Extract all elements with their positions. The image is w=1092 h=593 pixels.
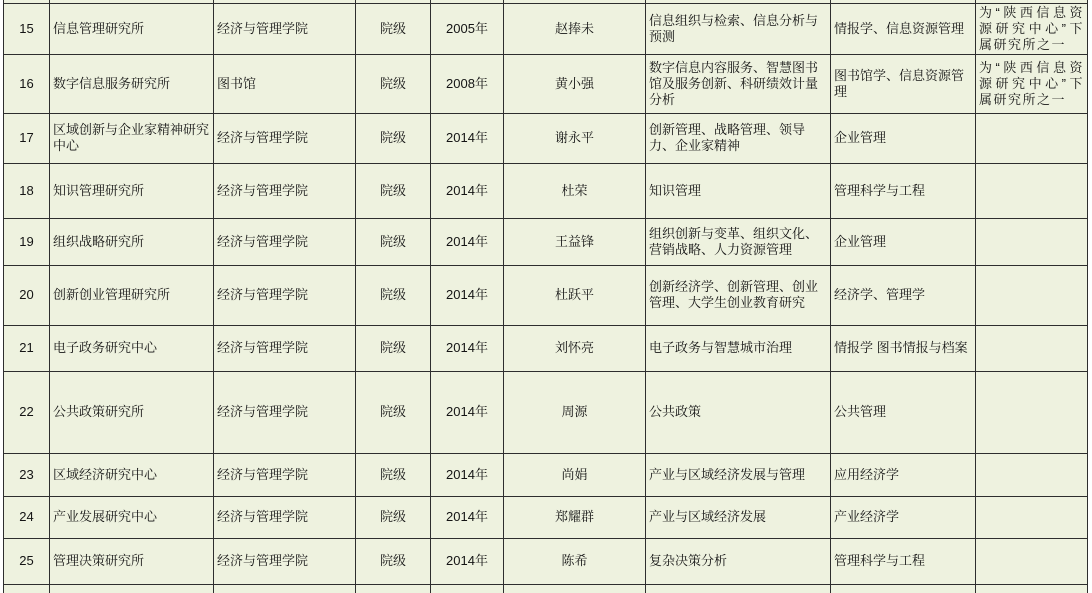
cell-leader-name: 王益锋 [504, 218, 646, 265]
cell-college: 经济与管理学院 [214, 113, 356, 163]
cell-level: 院级 [356, 113, 431, 163]
cell-discipline: 经济学、管理学 [831, 265, 976, 325]
cell-leader-name: 谢永平 [504, 113, 646, 163]
cell-college: 经济与管理学院 [214, 453, 356, 496]
cell-row-number: 17 [4, 113, 50, 163]
table-row [4, 453, 1088, 496]
cell-level: 院级 [356, 371, 431, 453]
table-row [4, 265, 1088, 325]
cell-founding-year: 2005年 [431, 3, 504, 54]
cell-row-number: 22 [4, 371, 50, 453]
cell-leader-name: 周源 [504, 371, 646, 453]
cell-institute-name: 创新创业管理研究所 [50, 265, 214, 325]
cell-research-areas: 创新经济学、创新管理、创业管理、大学生创业教育研究 [646, 265, 831, 325]
cell-research-areas: 信息组织与检索、信息分析与预测 [646, 3, 831, 54]
cell-institute-name: 组织战略研究所 [50, 218, 214, 265]
cell-leader-name: 杜跃平 [504, 265, 646, 325]
cell-institute-name: 区域创新与企业家精神研究中心 [50, 113, 214, 163]
table-row [4, 538, 1088, 584]
cell-founding-year: 2014年 [431, 325, 504, 371]
cell-college: 经济与管理学院 [214, 496, 356, 538]
cell-note [976, 265, 1088, 325]
cell-note [976, 163, 1088, 218]
cell-discipline: 公共管理 [831, 371, 976, 453]
cell-founding-year: 2014年 [431, 163, 504, 218]
cell-discipline: 管理科学与工程 [831, 163, 976, 218]
cell-level: 院级 [356, 54, 431, 113]
cell-research-areas: 组织创新与变革、组织文化、营销战略、人力资源管理 [646, 218, 831, 265]
cell-institute-name: 公共政策研究所 [50, 371, 214, 453]
table-body [4, 0, 1088, 593]
clipped-row-bottom [4, 584, 1088, 593]
cell-research-areas: 知识管理 [646, 163, 831, 218]
cell-college: 经济与管理学院 [214, 218, 356, 265]
cell-row-number: 25 [4, 538, 50, 584]
cell-discipline: 情报学 图书情报与档案 [831, 325, 976, 371]
cell-row-number: 15 [4, 3, 50, 54]
cell-level: 院级 [356, 265, 431, 325]
cell-leader-name: 杜荣 [504, 163, 646, 218]
cell-institute-name: 数字信息服务研究所 [50, 54, 214, 113]
cell-founding-year: 2014年 [431, 371, 504, 453]
cell-note [976, 371, 1088, 453]
cell-discipline: 图书馆学、信息资源管理 [831, 54, 976, 113]
cell-leader-name: 赵捧未 [504, 3, 646, 54]
cell-research-areas: 创新管理、战略管理、领导力、企业家精神 [646, 113, 831, 163]
cell-founding-year: 2014年 [431, 496, 504, 538]
cell-note [976, 496, 1088, 538]
cell-institute-name: 区域经济研究中心 [50, 453, 214, 496]
cell-level: 院级 [356, 325, 431, 371]
cell-discipline: 产业经济学 [831, 496, 976, 538]
cell-note [976, 218, 1088, 265]
cell-founding-year: 2014年 [431, 453, 504, 496]
cell-college: 经济与管理学院 [214, 163, 356, 218]
cell-research-areas: 公共政策 [646, 371, 831, 453]
cell-row-number: 23 [4, 453, 50, 496]
cell-note [976, 113, 1088, 163]
cell-note: 为“陕西信息资源研究中心”下属研究所之一 [976, 54, 1088, 113]
cell-founding-year: 2014年 [431, 538, 504, 584]
cell-level: 院级 [356, 218, 431, 265]
cell-note [976, 453, 1088, 496]
cell-row-number: 19 [4, 218, 50, 265]
table-row [4, 325, 1088, 371]
cell-row-number: 18 [4, 163, 50, 218]
cell-note: 为“陕西信息资源研究中心”下属研究所之一 [976, 3, 1088, 54]
cell-leader-name: 黄小强 [504, 54, 646, 113]
cell-college: 经济与管理学院 [214, 3, 356, 54]
cell-level: 院级 [356, 538, 431, 584]
cell-discipline: 应用经济学 [831, 453, 976, 496]
cell-research-areas: 产业与区域经济发展 [646, 496, 831, 538]
cell-level: 院级 [356, 163, 431, 218]
cell-discipline: 企业管理 [831, 113, 976, 163]
table-row [4, 218, 1088, 265]
cell-institute-name: 管理决策研究所 [50, 538, 214, 584]
cell-founding-year: 2008年 [431, 54, 504, 113]
cell-discipline: 管理科学与工程 [831, 538, 976, 584]
cell-institute-name: 产业发展研究中心 [50, 496, 214, 538]
cell-level: 院级 [356, 3, 431, 54]
cell-leader-name: 刘怀亮 [504, 325, 646, 371]
cell-leader-name: 陈希 [504, 538, 646, 584]
cell-college: 经济与管理学院 [214, 265, 356, 325]
cell-founding-year: 2014年 [431, 265, 504, 325]
table-row [4, 371, 1088, 453]
table-row [4, 3, 1088, 54]
cell-college: 经济与管理学院 [214, 325, 356, 371]
cell-row-number: 21 [4, 325, 50, 371]
cell-leader-name: 郑耀群 [504, 496, 646, 538]
cell-founding-year: 2014年 [431, 218, 504, 265]
table-row [4, 113, 1088, 163]
cell-row-number: 20 [4, 265, 50, 325]
research-institutes-table [3, 0, 1088, 593]
cell-college: 经济与管理学院 [214, 371, 356, 453]
cell-note [976, 325, 1088, 371]
cell-level: 院级 [356, 496, 431, 538]
table-row [4, 163, 1088, 218]
table-row [4, 496, 1088, 538]
cell-research-areas: 复杂决策分析 [646, 538, 831, 584]
cell-institute-name: 电子政务研究中心 [50, 325, 214, 371]
cell-research-areas: 产业与区域经济发展与管理 [646, 453, 831, 496]
cell-discipline: 情报学、信息资源管理 [831, 3, 976, 54]
cell-founding-year: 2014年 [431, 113, 504, 163]
cell-leader-name: 尚娟 [504, 453, 646, 496]
cell-research-areas: 数字信息内容服务、智慧图书馆及服务创新、科研绩效计量分析 [646, 54, 831, 113]
cell-institute-name: 信息管理研究所 [50, 3, 214, 54]
cell-row-number: 16 [4, 54, 50, 113]
cell-row-number: 24 [4, 496, 50, 538]
cell-college: 图书馆 [214, 54, 356, 113]
table-row [4, 54, 1088, 113]
cell-note [976, 538, 1088, 584]
cell-research-areas: 电子政务与智慧城市治理 [646, 325, 831, 371]
cell-institute-name: 知识管理研究所 [50, 163, 214, 218]
cell-college: 经济与管理学院 [214, 538, 356, 584]
cell-level: 院级 [356, 453, 431, 496]
cell-discipline: 企业管理 [831, 218, 976, 265]
